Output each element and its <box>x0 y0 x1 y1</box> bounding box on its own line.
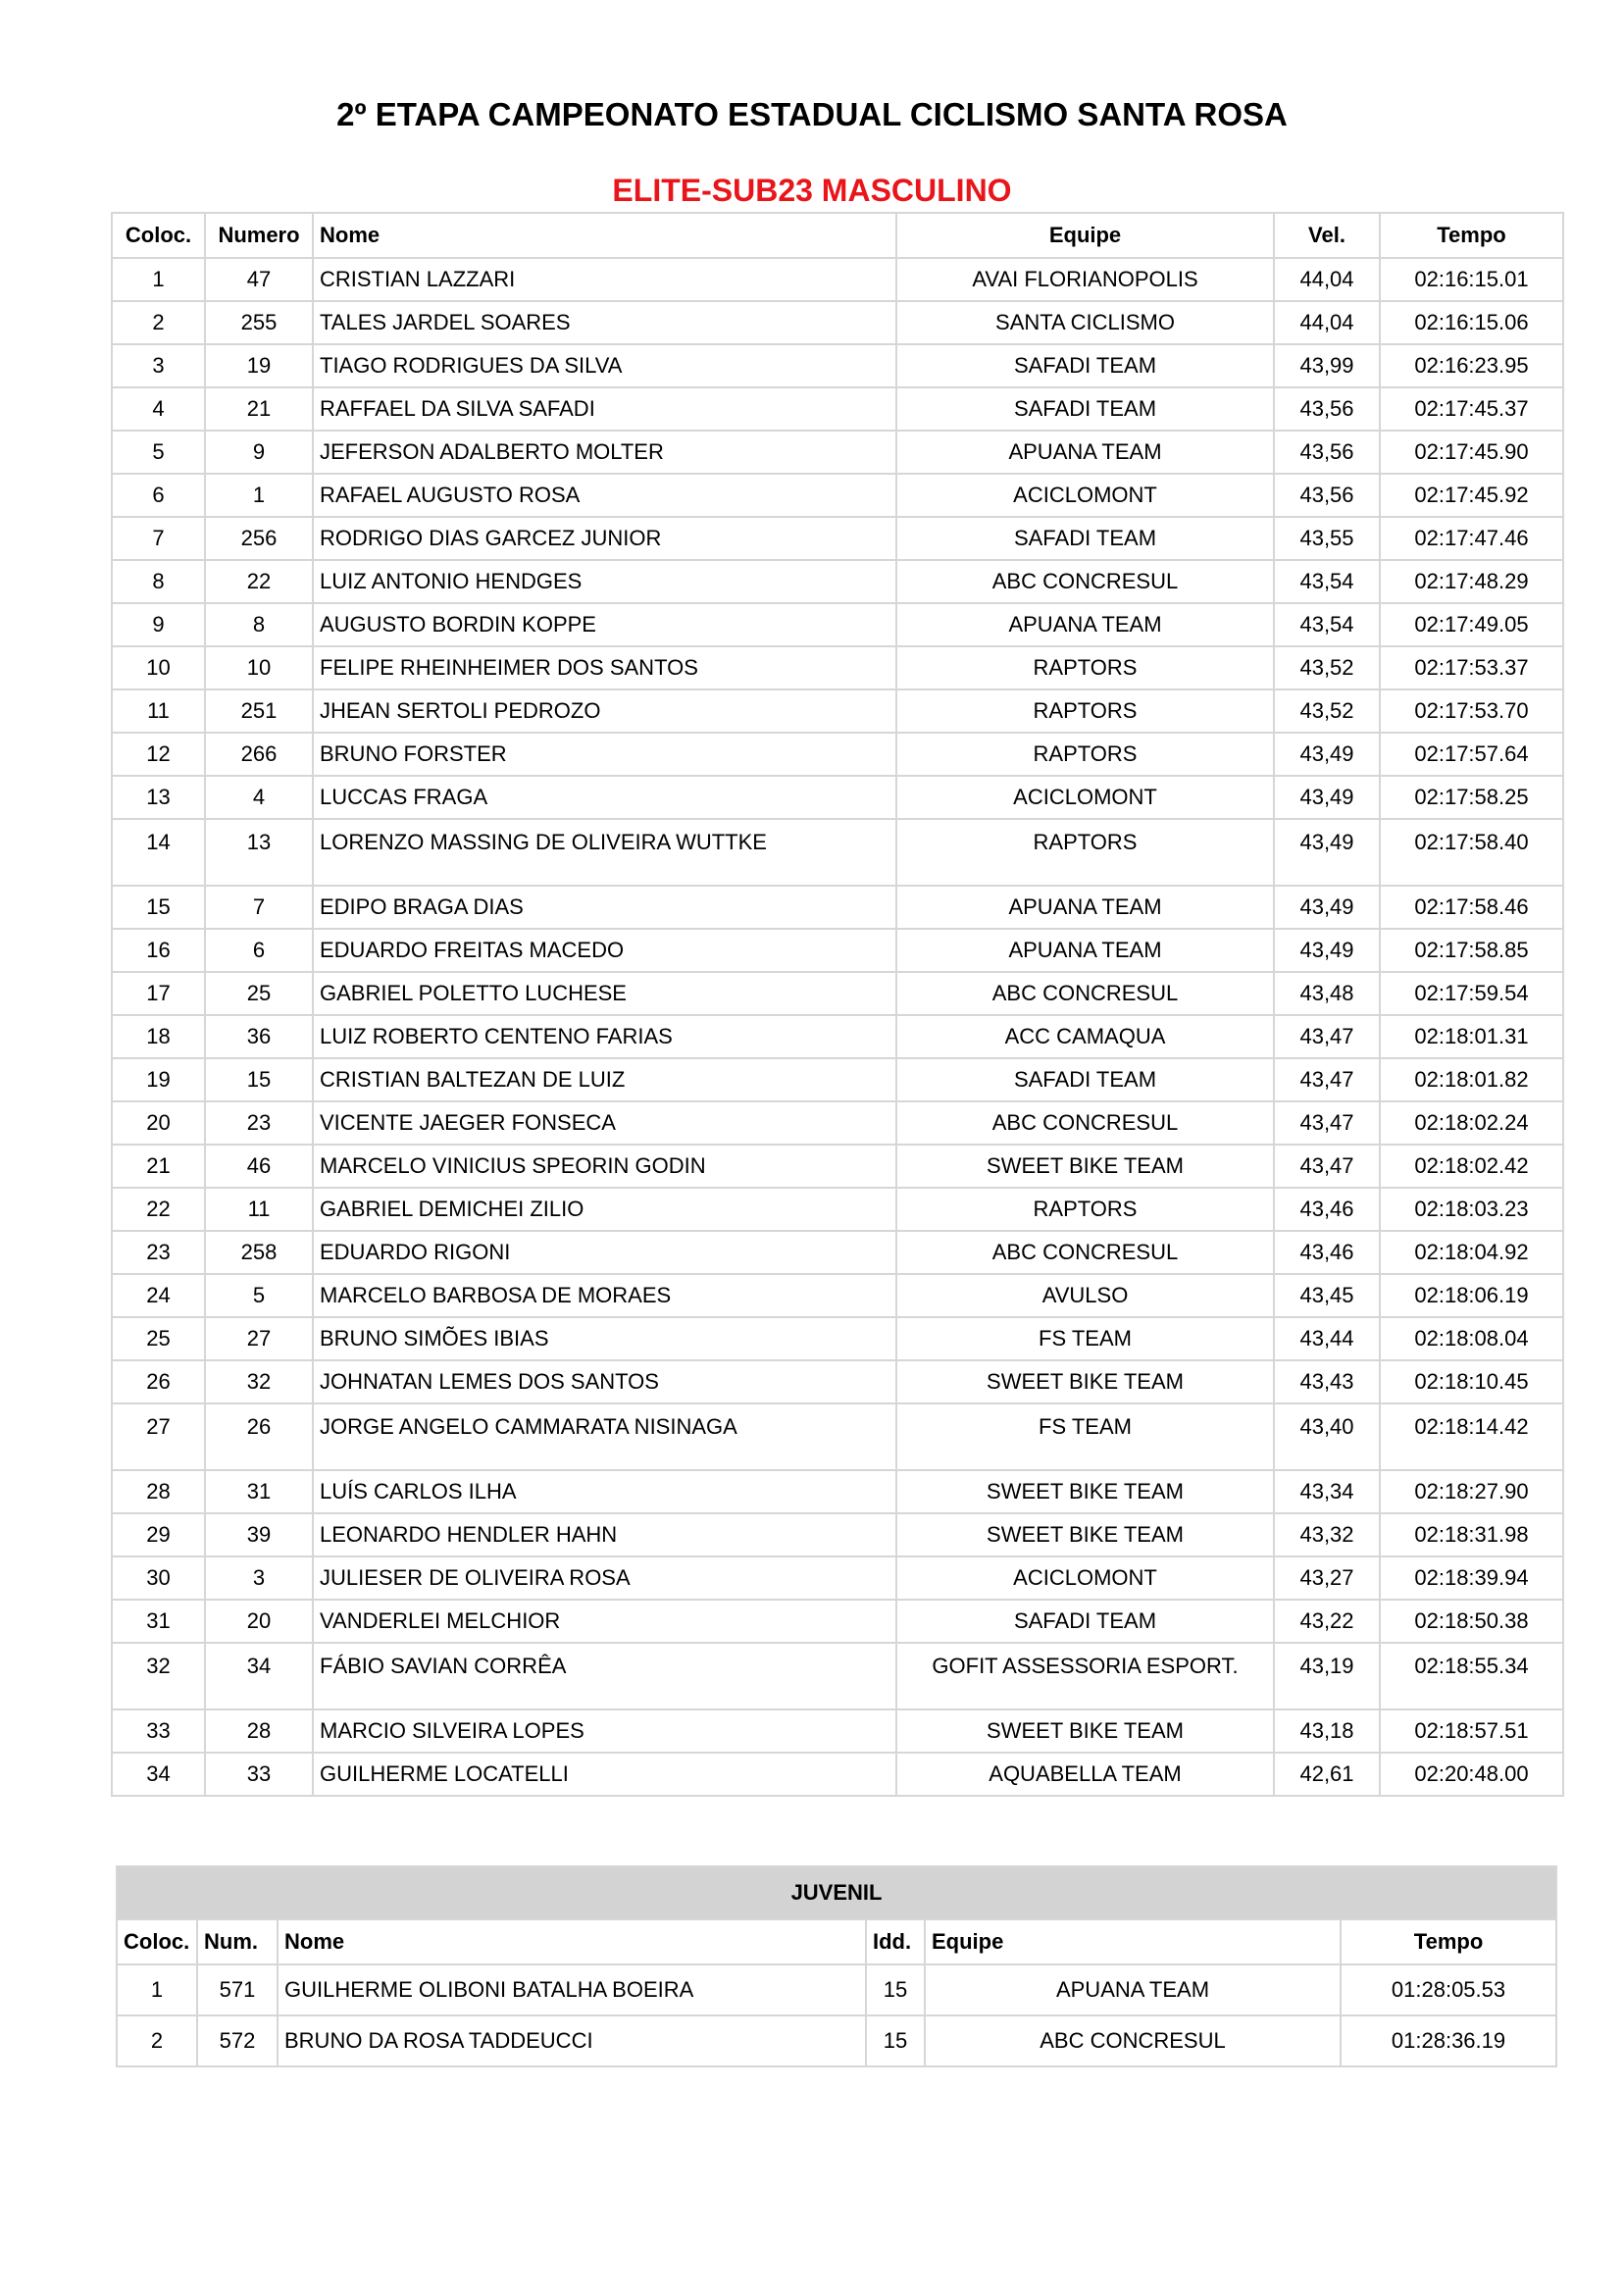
cell-nome: VANDERLEI MELCHIOR <box>313 1600 896 1643</box>
table-row <box>112 1145 1563 1188</box>
cell-equipe: APUANA TEAM <box>896 886 1274 929</box>
cell-coloc: 31 <box>112 1600 205 1643</box>
cell-vel: 43,32 <box>1274 1513 1380 1556</box>
cell-vel: 43,40 <box>1274 1403 1380 1470</box>
cell-numero: 11 <box>205 1188 313 1231</box>
cell-coloc: 25 <box>112 1317 205 1360</box>
cell-tempo: 02:16:15.01 <box>1380 258 1563 301</box>
cell-tempo: 02:18:04.92 <box>1380 1231 1563 1274</box>
cell-tempo: 02:17:59.54 <box>1380 972 1563 1015</box>
cell-numero: 5 <box>205 1274 313 1317</box>
table-row <box>112 387 1563 431</box>
cell-coloc: 21 <box>112 1145 205 1188</box>
table-header-row <box>117 1919 1556 1964</box>
cell-vel: 43,99 <box>1274 344 1380 387</box>
cell-numero: 1 <box>205 474 313 517</box>
cell-numero: 21 <box>205 387 313 431</box>
table-row <box>112 689 1563 733</box>
cell-coloc: 15 <box>112 886 205 929</box>
cell-numero: 46 <box>205 1145 313 1188</box>
cell-vel: 43,49 <box>1274 886 1380 929</box>
juvenil-results-table <box>116 1865 1557 2067</box>
cell-coloc: 14 <box>112 819 205 886</box>
table-row <box>112 603 1563 646</box>
col-header-num: Num. <box>197 1919 278 1964</box>
cell-coloc: 6 <box>112 474 205 517</box>
cell-tempo: 02:17:58.40 <box>1380 819 1563 886</box>
table-row <box>112 1101 1563 1145</box>
col-header-coloc: Coloc. <box>117 1919 197 1964</box>
cell-nome: JULIESER DE OLIVEIRA ROSA <box>313 1556 896 1600</box>
cell-coloc: 24 <box>112 1274 205 1317</box>
cell-nome: LORENZO MASSING DE OLIVEIRA WUTTKE <box>313 819 896 886</box>
cell-vel: 43,52 <box>1274 646 1380 689</box>
cell-nome: LUÍS CARLOS ILHA <box>313 1470 896 1513</box>
cell-vel: 43,56 <box>1274 387 1380 431</box>
table-row <box>112 1556 1563 1600</box>
cell-vel: 43,49 <box>1274 733 1380 776</box>
cell-numero: 26 <box>205 1403 313 1470</box>
cell-equipe: AVAI FLORIANOPOLIS <box>896 258 1274 301</box>
cell-nome: JHEAN SERTOLI PEDROZO <box>313 689 896 733</box>
cell-equipe: ABC CONCRESUL <box>896 560 1274 603</box>
cell-numero: 8 <box>205 603 313 646</box>
cell-equipe: SWEET BIKE TEAM <box>896 1513 1274 1556</box>
cell-numero: 25 <box>205 972 313 1015</box>
cell-equipe: SWEET BIKE TEAM <box>896 1470 1274 1513</box>
col-header-equipe: Equipe <box>925 1919 1341 1964</box>
cell-vel: 43,54 <box>1274 603 1380 646</box>
cell-coloc: 20 <box>112 1101 205 1145</box>
cell-nome: LUIZ ANTONIO HENDGES <box>313 560 896 603</box>
cell-vel: 43,43 <box>1274 1360 1380 1403</box>
cell-numero: 266 <box>205 733 313 776</box>
cell-numero: 6 <box>205 929 313 972</box>
cell-equipe: SAFADI TEAM <box>896 1600 1274 1643</box>
cell-vel: 43,46 <box>1274 1188 1380 1231</box>
cell-coloc: 32 <box>112 1643 205 1709</box>
table-header-row <box>112 213 1563 258</box>
cell-numero: 22 <box>205 560 313 603</box>
table-row <box>112 1317 1563 1360</box>
table-row <box>112 517 1563 560</box>
cell-coloc: 22 <box>112 1188 205 1231</box>
cell-equipe: GOFIT ASSESSORIA ESPORT. <box>896 1643 1274 1709</box>
cell-equipe: SWEET BIKE TEAM <box>896 1360 1274 1403</box>
cell-nome: JORGE ANGELO CAMMARATA NISINAGA <box>313 1403 896 1470</box>
cell-numero: 33 <box>205 1753 313 1796</box>
cell-coloc: 27 <box>112 1403 205 1470</box>
cell-equipe: ABC CONCRESUL <box>896 1231 1274 1274</box>
cell-tempo: 02:18:55.34 <box>1380 1643 1563 1709</box>
col-header-tempo: Tempo <box>1380 213 1563 258</box>
cell-tempo: 02:17:48.29 <box>1380 560 1563 603</box>
table-row <box>112 776 1563 819</box>
cell-vel: 44,04 <box>1274 258 1380 301</box>
cell-vel: 43,56 <box>1274 474 1380 517</box>
table-row <box>112 1513 1563 1556</box>
table-row <box>112 886 1563 929</box>
table-row <box>112 972 1563 1015</box>
cell-equipe: APUANA TEAM <box>896 431 1274 474</box>
cell-nome: LUCCAS FRAGA <box>313 776 896 819</box>
cell-tempo: 02:18:14.42 <box>1380 1403 1563 1470</box>
cell-numero: 23 <box>205 1101 313 1145</box>
cell-equipe: APUANA TEAM <box>896 929 1274 972</box>
cell-vel: 43,54 <box>1274 560 1380 603</box>
cell-vel: 43,19 <box>1274 1643 1380 1709</box>
cell-nome: MARCELO VINICIUS SPEORIN GODIN <box>313 1145 896 1188</box>
cell-num: 572 <box>197 2015 278 2066</box>
cell-numero: 10 <box>205 646 313 689</box>
cell-coloc: 8 <box>112 560 205 603</box>
cell-tempo: 02:18:02.24 <box>1380 1101 1563 1145</box>
cell-nome: RODRIGO DIAS GARCEZ JUNIOR <box>313 517 896 560</box>
cell-tempo: 02:17:57.64 <box>1380 733 1563 776</box>
cell-tempo: 02:18:10.45 <box>1380 1360 1563 1403</box>
table-row <box>112 1015 1563 1058</box>
cell-tempo: 02:18:02.42 <box>1380 1145 1563 1188</box>
table-row <box>112 344 1563 387</box>
table-row <box>112 819 1563 886</box>
cell-coloc: 19 <box>112 1058 205 1101</box>
cell-numero: 32 <box>205 1360 313 1403</box>
table-row <box>112 1753 1563 1796</box>
cell-nome: RAFFAEL DA SILVA SAFADI <box>313 387 896 431</box>
table-row <box>112 733 1563 776</box>
cell-numero: 39 <box>205 1513 313 1556</box>
cell-vel: 43,49 <box>1274 929 1380 972</box>
cell-equipe: AQUABELLA TEAM <box>896 1753 1274 1796</box>
juvenil-category-header: JUVENIL <box>117 1866 1556 1919</box>
cell-numero: 9 <box>205 431 313 474</box>
cell-numero: 13 <box>205 819 313 886</box>
elite-results-table <box>111 212 1564 1797</box>
cell-coloc: 5 <box>112 431 205 474</box>
cell-equipe: ACICLOMONT <box>896 474 1274 517</box>
cell-numero: 31 <box>205 1470 313 1513</box>
cell-coloc: 10 <box>112 646 205 689</box>
cell-equipe: SAFADI TEAM <box>896 344 1274 387</box>
cell-tempo: 02:18:27.90 <box>1380 1470 1563 1513</box>
cell-coloc: 26 <box>112 1360 205 1403</box>
table-row <box>112 1360 1563 1403</box>
col-header-nome: Nome <box>278 1919 866 1964</box>
cell-tempo: 02:18:03.23 <box>1380 1188 1563 1231</box>
cell-vel: 43,45 <box>1274 1274 1380 1317</box>
cell-tempo: 02:18:06.19 <box>1380 1274 1563 1317</box>
cell-numero: 36 <box>205 1015 313 1058</box>
cell-vel: 42,61 <box>1274 1753 1380 1796</box>
cell-vel: 43,18 <box>1274 1709 1380 1753</box>
cell-numero: 251 <box>205 689 313 733</box>
col-header-numero: Numero <box>205 213 313 258</box>
cell-vel: 43,48 <box>1274 972 1380 1015</box>
col-header-equipe: Equipe <box>896 213 1274 258</box>
table-row <box>112 560 1563 603</box>
cell-nome: BRUNO DA ROSA TADDEUCCI <box>278 2015 866 2066</box>
cell-equipe: SWEET BIKE TEAM <box>896 1709 1274 1753</box>
cell-vel: 43,49 <box>1274 776 1380 819</box>
table-row <box>112 1470 1563 1513</box>
cell-coloc: 7 <box>112 517 205 560</box>
page-title: 2º ETAPA CAMPEONATO ESTADUAL CICLISMO SANTA ROSA <box>336 96 1288 132</box>
cell-numero: 27 <box>205 1317 313 1360</box>
cell-numero: 15 <box>205 1058 313 1101</box>
table-row <box>112 431 1563 474</box>
cell-tempo: 02:17:58.25 <box>1380 776 1563 819</box>
cell-tempo: 02:16:23.95 <box>1380 344 1563 387</box>
cell-numero: 255 <box>205 301 313 344</box>
cell-coloc: 12 <box>112 733 205 776</box>
cell-coloc: 28 <box>112 1470 205 1513</box>
table-row <box>112 258 1563 301</box>
cell-nome: JOHNATAN LEMES DOS SANTOS <box>313 1360 896 1403</box>
table-row <box>117 2015 1556 2066</box>
cell-coloc: 4 <box>112 387 205 431</box>
col-header-vel: Vel. <box>1274 213 1380 258</box>
cell-vel: 43,56 <box>1274 431 1380 474</box>
cell-nome: EDUARDO RIGONI <box>313 1231 896 1274</box>
cell-nome: FÁBIO SAVIAN CORRÊA <box>313 1643 896 1709</box>
elite-table-body <box>112 258 1563 1796</box>
table-row <box>112 1188 1563 1231</box>
cell-vel: 43,44 <box>1274 1317 1380 1360</box>
cell-tempo: 02:18:01.31 <box>1380 1015 1563 1058</box>
cell-equipe: RAPTORS <box>896 733 1274 776</box>
cell-tempo: 02:17:53.37 <box>1380 646 1563 689</box>
cell-coloc: 33 <box>112 1709 205 1753</box>
cell-equipe: ACICLOMONT <box>896 776 1274 819</box>
cell-tempo: 02:17:49.05 <box>1380 603 1563 646</box>
cell-coloc: 18 <box>112 1015 205 1058</box>
table-row <box>112 646 1563 689</box>
cell-numero: 34 <box>205 1643 313 1709</box>
cell-numero: 256 <box>205 517 313 560</box>
cell-nome: VICENTE JAEGER FONSECA <box>313 1101 896 1145</box>
cell-numero: 28 <box>205 1709 313 1753</box>
cell-nome: BRUNO SIMÕES IBIAS <box>313 1317 896 1360</box>
cell-vel: 43,47 <box>1274 1145 1380 1188</box>
cell-tempo: 02:18:31.98 <box>1380 1513 1563 1556</box>
cell-equipe: RAPTORS <box>896 1188 1274 1231</box>
table-row <box>112 1709 1563 1753</box>
cell-tempo: 02:17:45.37 <box>1380 387 1563 431</box>
cell-tempo: 02:20:48.00 <box>1380 1753 1563 1796</box>
cell-nome: LUIZ ROBERTO CENTENO FARIAS <box>313 1015 896 1058</box>
cell-equipe: SAFADI TEAM <box>896 387 1274 431</box>
cell-tempo: 02:17:58.46 <box>1380 886 1563 929</box>
cell-coloc: 23 <box>112 1231 205 1274</box>
category-subtitle: ELITE-SUB23 MASCULINO <box>612 173 1012 208</box>
cell-tempo: 02:16:15.06 <box>1380 301 1563 344</box>
cell-tempo: 02:17:58.85 <box>1380 929 1563 972</box>
cell-tempo: 02:17:53.70 <box>1380 689 1563 733</box>
cell-tempo: 02:18:57.51 <box>1380 1709 1563 1753</box>
cell-nome: LEONARDO HENDLER HAHN <box>313 1513 896 1556</box>
cell-numero: 20 <box>205 1600 313 1643</box>
cell-nome: TALES JARDEL SOARES <box>313 301 896 344</box>
cell-nome: GABRIEL POLETTO LUCHESE <box>313 972 896 1015</box>
col-header-nome: Nome <box>313 213 896 258</box>
table-row <box>112 929 1563 972</box>
table-row <box>112 301 1563 344</box>
cell-coloc: 9 <box>112 603 205 646</box>
cell-tempo: 02:17:47.46 <box>1380 517 1563 560</box>
cell-nome: FELIPE RHEINHEIMER DOS SANTOS <box>313 646 896 689</box>
cell-coloc: 11 <box>112 689 205 733</box>
cell-equipe: FS TEAM <box>896 1317 1274 1360</box>
cell-coloc: 2 <box>112 301 205 344</box>
cell-nome: GABRIEL DEMICHEI ZILIO <box>313 1188 896 1231</box>
cell-tempo: 01:28:36.19 <box>1341 2015 1556 2066</box>
cell-coloc: 1 <box>112 258 205 301</box>
cell-tempo: 02:17:45.90 <box>1380 431 1563 474</box>
cell-equipe: SWEET BIKE TEAM <box>896 1145 1274 1188</box>
cell-equipe: RAPTORS <box>896 646 1274 689</box>
cell-nome: TIAGO RODRIGUES DA SILVA <box>313 344 896 387</box>
cell-nome: GUILHERME LOCATELLI <box>313 1753 896 1796</box>
cell-tempo: 02:18:50.38 <box>1380 1600 1563 1643</box>
cell-nome: GUILHERME OLIBONI BATALHA BOEIRA <box>278 1964 866 2015</box>
juvenil-table-body <box>117 1964 1556 2066</box>
cell-equipe: RAPTORS <box>896 819 1274 886</box>
cell-idade: 15 <box>866 1964 925 2015</box>
cell-idade: 15 <box>866 2015 925 2066</box>
table-row <box>112 1274 1563 1317</box>
cell-vel: 43,34 <box>1274 1470 1380 1513</box>
col-header-coloc: Coloc. <box>112 213 205 258</box>
table-row <box>117 1964 1556 2015</box>
col-header-idade: Idd. <box>866 1919 925 1964</box>
cell-equipe: FS TEAM <box>896 1403 1274 1470</box>
cell-nome: CRISTIAN BALTEZAN DE LUIZ <box>313 1058 896 1101</box>
cell-numero: 19 <box>205 344 313 387</box>
cell-vel: 43,22 <box>1274 1600 1380 1643</box>
cell-vel: 43,47 <box>1274 1101 1380 1145</box>
table-row <box>112 1600 1563 1643</box>
cell-equipe: RAPTORS <box>896 689 1274 733</box>
cell-numero: 3 <box>205 1556 313 1600</box>
table-row <box>112 1403 1563 1470</box>
cell-numero: 7 <box>205 886 313 929</box>
cell-equipe: ABC CONCRESUL <box>896 972 1274 1015</box>
cell-nome: CRISTIAN LAZZARI <box>313 258 896 301</box>
cell-coloc: 30 <box>112 1556 205 1600</box>
cell-equipe: ABC CONCRESUL <box>925 2015 1341 2066</box>
cell-coloc: 16 <box>112 929 205 972</box>
cell-vel: 43,46 <box>1274 1231 1380 1274</box>
cell-nome: BRUNO FORSTER <box>313 733 896 776</box>
cell-vel: 43,47 <box>1274 1015 1380 1058</box>
cell-tempo: 02:18:39.94 <box>1380 1556 1563 1600</box>
cell-vel: 44,04 <box>1274 301 1380 344</box>
cell-nome: MARCELO BARBOSA DE MORAES <box>313 1274 896 1317</box>
cell-coloc: 17 <box>112 972 205 1015</box>
cell-numero: 4 <box>205 776 313 819</box>
cell-vel: 43,49 <box>1274 819 1380 886</box>
cell-num: 571 <box>197 1964 278 2015</box>
cell-numero: 258 <box>205 1231 313 1274</box>
cell-coloc: 29 <box>112 1513 205 1556</box>
table-row <box>112 1231 1563 1274</box>
cell-equipe: SAFADI TEAM <box>896 517 1274 560</box>
cell-vel: 43,47 <box>1274 1058 1380 1101</box>
cell-equipe: AVULSO <box>896 1274 1274 1317</box>
cell-tempo: 02:17:45.92 <box>1380 474 1563 517</box>
cell-nome: MARCIO SILVEIRA LOPES <box>313 1709 896 1753</box>
cell-tempo: 02:18:01.82 <box>1380 1058 1563 1101</box>
cell-coloc: 34 <box>112 1753 205 1796</box>
cell-nome: AUGUSTO BORDIN KOPPE <box>313 603 896 646</box>
cell-numero: 47 <box>205 258 313 301</box>
cell-equipe: ACICLOMONT <box>896 1556 1274 1600</box>
table-row <box>112 474 1563 517</box>
cell-tempo: 01:28:05.53 <box>1341 1964 1556 2015</box>
table-row <box>112 1058 1563 1101</box>
cell-coloc: 2 <box>117 2015 197 2066</box>
cell-nome: JEFERSON ADALBERTO MOLTER <box>313 431 896 474</box>
cell-equipe: APUANA TEAM <box>896 603 1274 646</box>
table-row <box>112 1643 1563 1709</box>
cell-equipe: ACC CAMAQUA <box>896 1015 1274 1058</box>
cell-vel: 43,27 <box>1274 1556 1380 1600</box>
cell-vel: 43,52 <box>1274 689 1380 733</box>
cell-nome: EDUARDO FREITAS MACEDO <box>313 929 896 972</box>
cell-coloc: 3 <box>112 344 205 387</box>
col-header-tempo: Tempo <box>1341 1919 1556 1964</box>
cell-nome: RAFAEL AUGUSTO ROSA <box>313 474 896 517</box>
cell-vel: 43,55 <box>1274 517 1380 560</box>
cell-nome: EDIPO BRAGA DIAS <box>313 886 896 929</box>
cell-tempo: 02:18:08.04 <box>1380 1317 1563 1360</box>
cell-equipe: ABC CONCRESUL <box>896 1101 1274 1145</box>
cell-equipe: APUANA TEAM <box>925 1964 1341 2015</box>
cell-coloc: 13 <box>112 776 205 819</box>
cell-equipe: SAFADI TEAM <box>896 1058 1274 1101</box>
cell-equipe: SANTA CICLISMO <box>896 301 1274 344</box>
cell-coloc: 1 <box>117 1964 197 2015</box>
